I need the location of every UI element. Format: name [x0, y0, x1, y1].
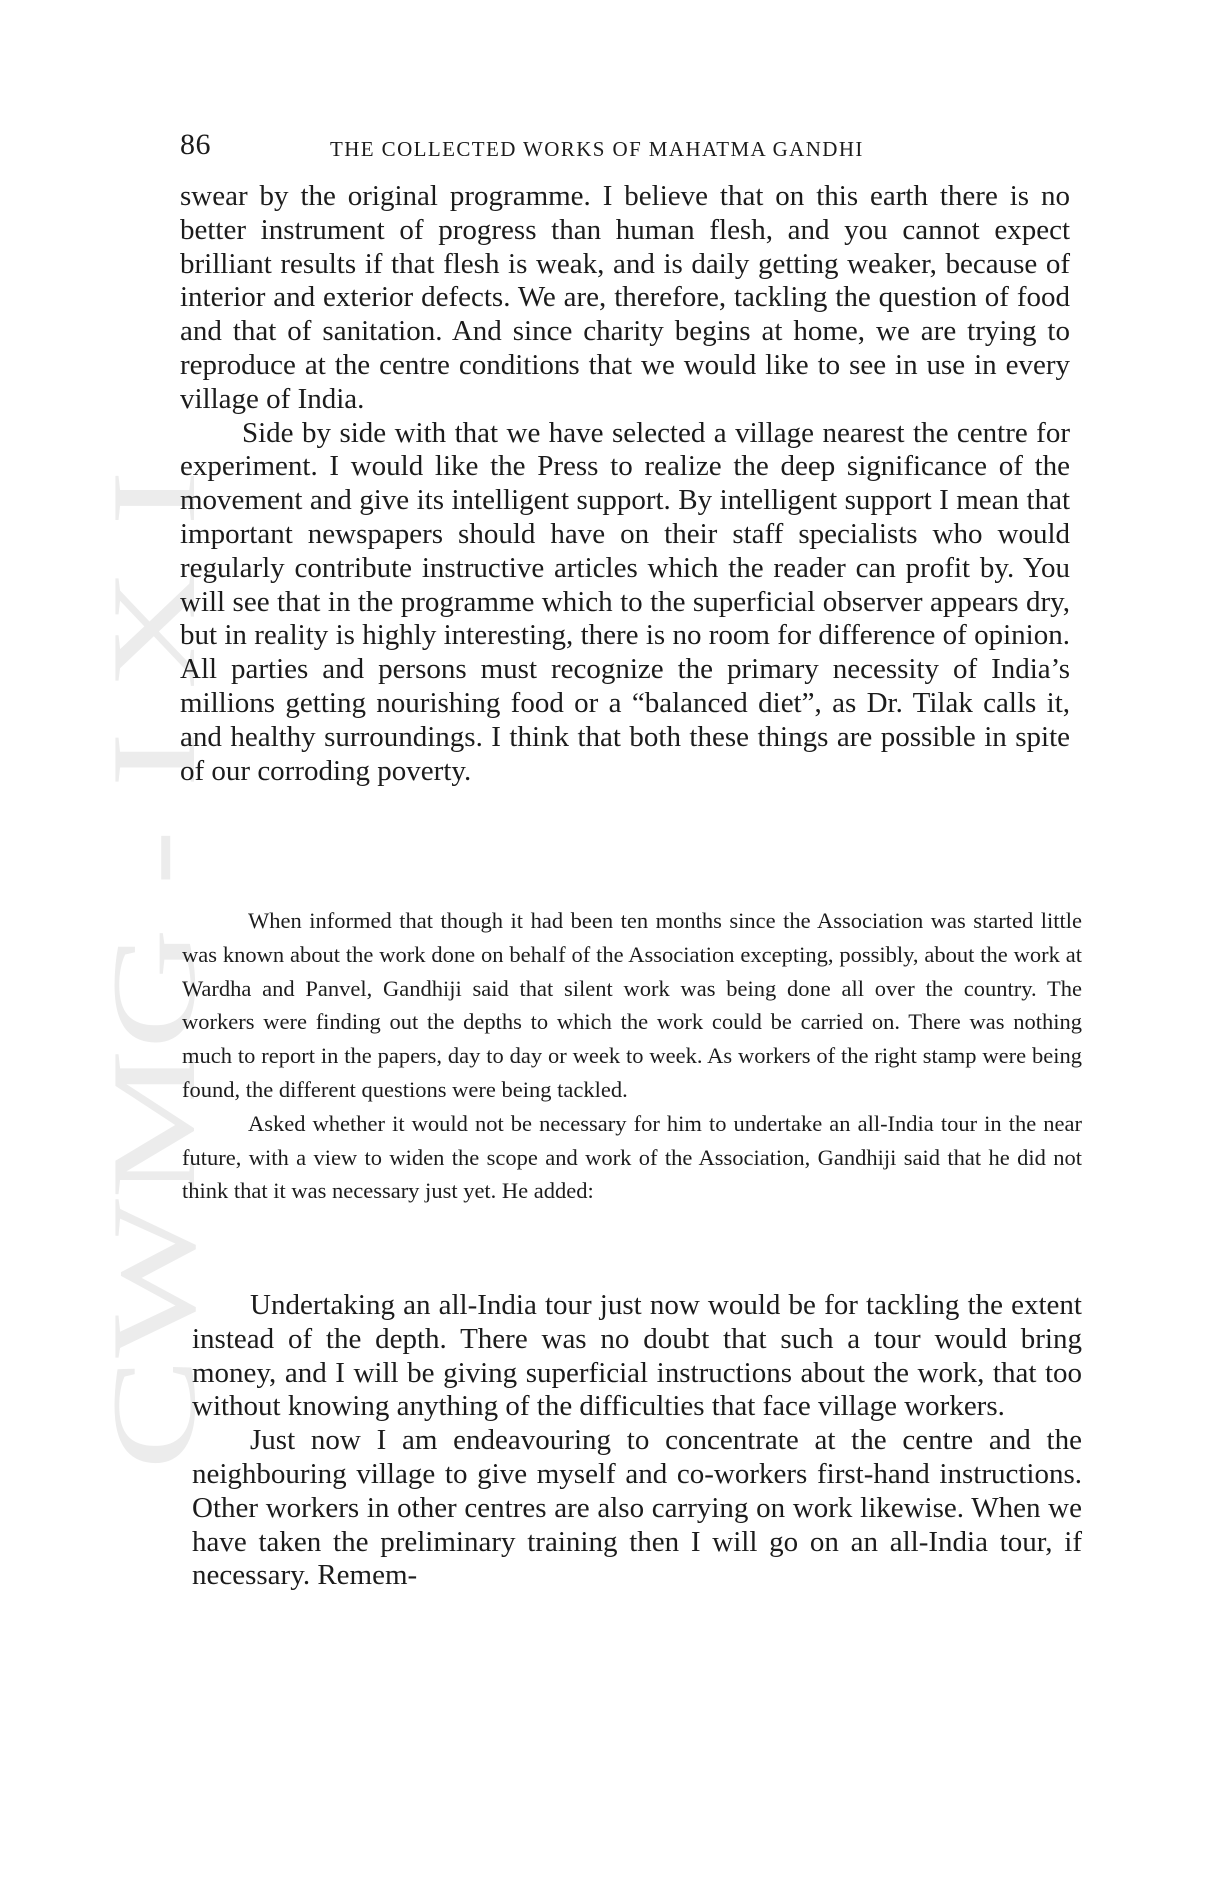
paragraph: swear by the original programme. I believe that on this earth there is no better instrument of progress than human flesh, and you cannot expect brilliant results if that flesh is weak, and is daily getting weaker, because of interior and exterior defects. We are, therefore, tackling the question of food and that of sanitation. And since charity begins at home, we are trying to reproduce at the centre conditions that we would like to see in use in every village of India. — [180, 180, 1070, 415]
body-text — [180, 180, 1070, 788]
quoted-speech — [192, 1289, 1082, 1593]
note-paragraph: When informed that though it had been ten months since the Association was started little was known about the work done on behalf of the Association excepting, possibly, about the work at Wardha and Panvel, Gandhiji said that silent work was being done all over the country. The workers were finding out the depths to which the work could be carried on. There was nothing much to report in the papers, day to day or week to week. As workers of the right stamp were being found, the different questions were being tackled. — [182, 908, 1082, 1102]
watermark-text: CWMG - I X I — [87, 756, 220, 1470]
quote-paragraph: Undertaking an all-India tour just now would be for tackling the extent instead of the depth. There was no doubt that such a tour would bring money, and I will be giving superficial instructions about the work, that too without knowing anything of the difficulties that face village workers. — [192, 1289, 1082, 1423]
note-paragraph: Asked whether it would not be necessary for him to undertake an all-India tour in the near future, with a view to widen the scope and work of the Association, Gandhiji said that he did not think that it was necessary just yet. He added: — [182, 1110, 1082, 1204]
running-title: THE COLLECTED WORKS OF MAHATMA GANDHI — [330, 137, 864, 161]
paragraph: Side by side with that we have selected a village nearest the centre for experiment. I would like the Press to realize the deep significance of the movement and give its intelligent support. By intelligent support I mean that important newspapers should have on their staff specialists who would regularly contribute instructive articles which the reader can profit by. You will see that in the programme which to the superficial observer appears dry, but in reality is highly interesting, there is no room for difference of opinion. All parties and persons must recognize the primary necessity of India’s millions getting nourishing food or a “balanced diet”, as Dr. Tilak calls it, and healthy surroundings. I think that both these things are possible in spite of our corroding poverty. — [180, 416, 1070, 787]
page-number: 86 — [180, 128, 211, 161]
quote-paragraph: Just now I am endeavouring to concentrate at the centre and the neighbouring village to give myself and co-workers first-hand instructions. Other workers in other centres are also carrying on work likewise. When we have taken the preliminary training then I will go on an all-India tour, if necessary. Remem- — [192, 1424, 1082, 1592]
editorial-note — [182, 904, 1082, 1208]
page-header — [180, 128, 1080, 168]
